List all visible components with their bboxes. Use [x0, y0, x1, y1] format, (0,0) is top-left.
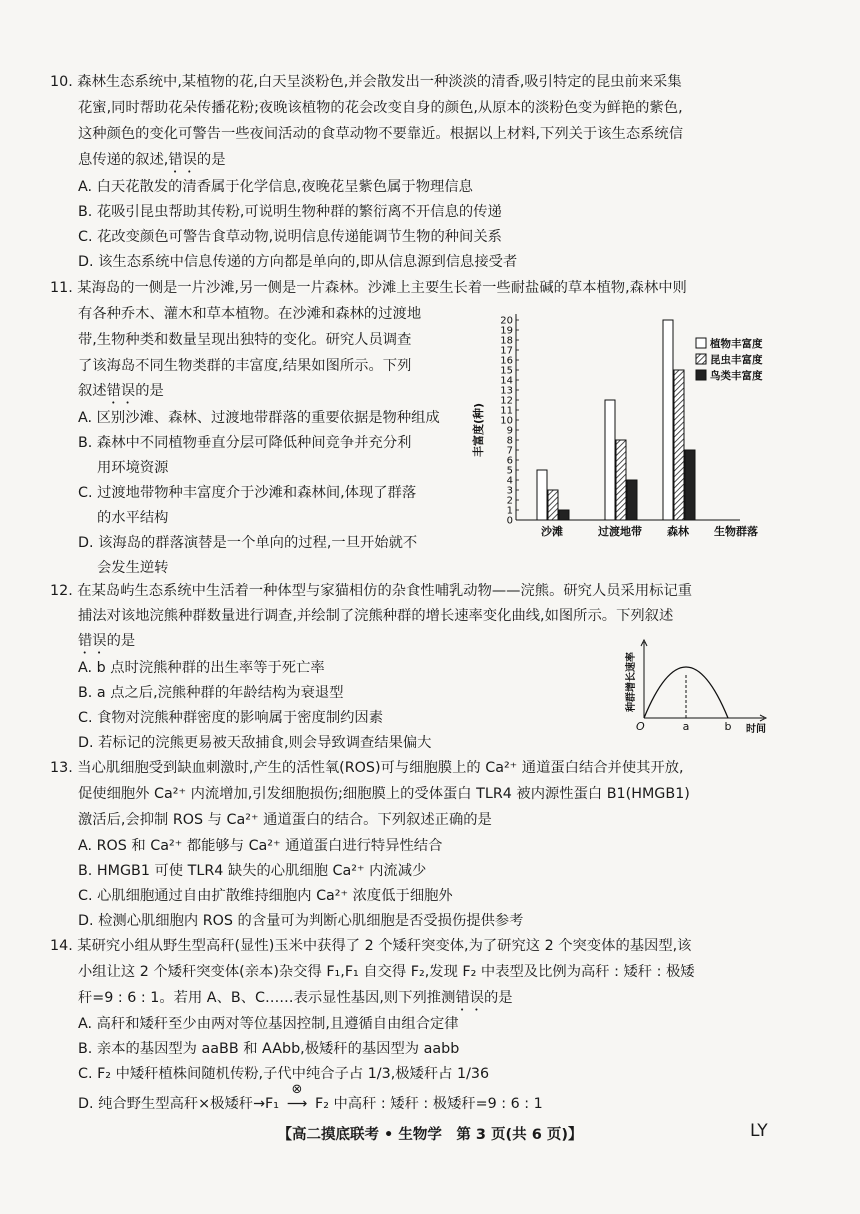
x-axis-label: 时间 [746, 724, 766, 735]
y-tick-label: 3 [506, 485, 513, 497]
bar-1 [605, 400, 615, 520]
bar-3 [627, 480, 637, 520]
q11-stem-line-1: 11. 某海岛的一侧是一片沙滩,另一侧是一片森林。沙滩上主要生长着一些耐盐碱的草本植物,森林中则 [50, 280, 687, 296]
y-axis-label: 丰富度(种) [472, 402, 485, 458]
y-tick-label: 5 [506, 465, 513, 477]
q12-stem-line-3: 错误的是 [78, 633, 136, 649]
q10-option-a: A. 白天花散发的清香属于化学信息,夜晚花呈紫色属于物理信息 [78, 179, 473, 195]
q13-stem-line-1: 13. 当心肌细胞受到缺血刺激时,产生的活性氧(ROS)可与细胞膜上的 Ca²⁺ 通道蛋白结合并使其开放, [50, 760, 684, 776]
x-tick-label: 沙滩 [541, 525, 563, 538]
bar-1 [663, 320, 673, 520]
q12-option-a: A. b 点时浣熊种群的出生率等于死亡率 [78, 660, 325, 676]
q12-stem-line-2: 捕法对该地浣熊种群数量进行调查,并绘制了浣熊种群的增长速率变化曲线,如图所示。下列叙述 [78, 608, 674, 624]
bar-3 [559, 510, 569, 520]
bar-2 [548, 490, 558, 520]
q10-option-c: C. 花改变颜色可警告食草动物,说明信息传递能调节生物的种间关系 [78, 229, 502, 245]
q13-option-a: A. ROS 和 Ca²⁺ 都能够与 Ca²⁺ 通道蛋白进行特异性结合 [78, 838, 443, 854]
bar-1 [537, 470, 547, 520]
q14-stem-line-3: 秆=9 : 6 : 1。若用 A、B、C……表示显性基因,则下列推测错误的是 [78, 990, 513, 1006]
q10-stem-line-1: 10. 森林生态系统中,某植物的花,白天呈淡粉色,并会散发出一种淡淡的清香,吸引特定的昆虫前来采集 [50, 74, 682, 90]
y-tick-label: 4 [506, 475, 513, 487]
q12-option-b: B. a 点之后,浣熊种群的年龄结构为衰退型 [78, 685, 344, 701]
q10-stem-line-2: 花蜜,同时帮助花朵传播花粉;夜晚该植物的花会改变自身的颜色,从原本的淡粉色变为鲜艳的紫色, [78, 100, 683, 116]
q14-option-b: B. 亲本的基因型为 aaBB 和 AAbb,极矮秆的基因型为 aabb [78, 1041, 460, 1057]
bar-2 [616, 440, 626, 520]
selfing-symbol: ⊗ [291, 1082, 303, 1097]
q11-option-a: A. 区别沙滩、森林、过渡地带群落的重要依据是物种组成 [78, 410, 440, 426]
y-tick-label: 0 [506, 515, 513, 527]
legend-swatch [696, 354, 706, 364]
y-tick-label: 20 [500, 315, 513, 327]
q11-option-d: D. 该海岛的群落演替是一个单向的过程,一旦开始就不 [78, 535, 418, 551]
y-tick-label: 18 [500, 335, 513, 347]
y-tick-label: 7 [506, 445, 513, 457]
y-tick-label: 14 [500, 375, 513, 387]
q13-option-c: C. 心肌细胞通过自由扩散维持细胞内 Ca²⁺ 浓度低于细胞外 [78, 888, 453, 904]
growth-rate-curve-chart [624, 638, 784, 738]
q14-stem-line-1: 14. 某研究小组从野生型高秆(显性)玉米中获得了 2 个矮秆突变体,为了研究这 2 个突变体的基因型,该 [50, 938, 692, 954]
y-tick-label: 2 [506, 495, 513, 507]
q10-stem-line-4: 息传递的叙述,错误的是 [78, 152, 226, 168]
page-footer: 【高二摸底联考 • 生物学 第 3 页(共 6 页)】 [277, 1127, 583, 1143]
q11-option-c-cont: 的水平结构 [97, 510, 169, 526]
legend-swatch [696, 338, 706, 348]
q11-option-c: C. 过渡地带物种丰富度介于沙滩和森林间,体现了群落 [78, 485, 417, 501]
y-tick-label: 12 [500, 395, 513, 407]
q11-option-b-cont: 用环境资源 [97, 460, 169, 476]
q11-option-d-cont: 会发生逆转 [97, 560, 169, 576]
q11-stem-line-5: 叙述错误的是 [78, 383, 164, 399]
y-tick-label: 13 [500, 385, 513, 397]
y-tick-label: 19 [500, 325, 513, 337]
y-tick-label: 6 [506, 455, 513, 467]
q14-stem-line-2: 小组让这 2 个矮秆突变体(亲本)杂交得 F₁,F₁ 自交得 F₂,发现 F₂ 中表型及比例为高秆 : 矮秆 : 极矮 [78, 964, 695, 980]
x-tick-label: 森林 [667, 525, 689, 538]
footer-code: LY [750, 1121, 768, 1141]
y-axis-label: 种群增长速率 [626, 652, 637, 712]
y-tick-label: 11 [500, 405, 513, 417]
q11-stem-line-4: 了该海岛不同生物类群的丰富度,结果如图所示。下列 [78, 358, 412, 374]
q14-option-a: A. 高秆和矮秆至少由两对等位基因控制,且遵循自由组合定律 [78, 1016, 459, 1032]
y-tick-label: 16 [500, 355, 513, 367]
q12-option-c: C. 食物对浣熊种群密度的影响属于密度制约因素 [78, 710, 384, 726]
q11-option-b: B. 森林中不同植物垂直分层可降低种间竞争并充分利 [78, 435, 412, 451]
y-tick-label: 8 [506, 435, 513, 447]
legend-label: 昆虫丰富度 [710, 354, 763, 366]
q13-option-b: B. HMGB1 可使 TLR4 缺失的心肌细胞 Ca²⁺ 内流减少 [78, 863, 427, 879]
x-tick-label-b: b [724, 720, 732, 733]
x-tick-label: 过渡地带 [598, 525, 642, 538]
q11-stem-line-3: 带,生物种类和数量呈现出独特的变化。研究人员调查 [78, 332, 412, 348]
q11-stem-line-2: 有各种乔木、灌木和草本植物。在沙滩和森林的过渡地 [78, 306, 422, 322]
q12-option-d: D. 若标记的浣熊更易被天敌捕食,则会导致调查结果偏大 [78, 735, 432, 751]
q13-stem-line-2: 促使细胞外 Ca²⁺ 内流增加,引发细胞损伤;细胞膜上的受体蛋白 TLR4 被内源性蛋白 B1(HMGB1) [78, 786, 690, 802]
y-tick-label: 17 [500, 345, 513, 357]
bar-2 [674, 370, 684, 520]
legend-swatch [696, 370, 706, 380]
q14-option-c: C. F₂ 中矮秆植株间随机传粉,子代中纯合子占 1/3,极矮秆占 1/36 [78, 1066, 490, 1082]
y-tick-label: 10 [500, 415, 513, 427]
arrow-icon: ⟶ [286, 1096, 308, 1112]
q10-option-d: D. 该生态系统中信息传递的方向都是单向的,即从信息源到信息接受者 [78, 254, 518, 270]
y-tick-label: 9 [506, 425, 513, 437]
q14-option-d: D. 纯合野生型高秆×极矮秆→F₁ ⊗ ⟶ F₂ 中高秆 : 矮秆 : 极矮秆=9 : 6 : 1 [78, 1082, 543, 1112]
q10-option-b: B. 花吸引昆虫帮助其传粉,可说明生物种群的繁衍离不开信息的传递 [78, 204, 502, 220]
richness-bar-chart [460, 300, 790, 545]
q12-stem-line-1: 12. 在某岛屿生态系统中生活着一种体型与家猫相仿的杂食性哺乳动物——浣熊。研究人员采用标记重 [50, 583, 693, 599]
legend-label: 植物丰富度 [710, 338, 763, 350]
origin-label: O [636, 720, 645, 733]
y-tick-label: 1 [506, 505, 513, 517]
q13-stem-line-3: 激活后,会抑制 ROS 与 Ca²⁺ 通道蛋白的结合。下列叙述正确的是 [78, 812, 492, 828]
y-tick-label: 15 [500, 365, 513, 377]
legend-label: 鸟类丰富度 [710, 370, 763, 382]
x-axis-label: 生物群落 [714, 525, 758, 538]
q13-option-d: D. 检测心肌细胞内 ROS 的含量可为判断心肌细胞是否受损伤提供参考 [78, 913, 524, 929]
bar-3 [685, 450, 695, 520]
q10-stem-line-3: 这种颜色的变化可警告一些夜间活动的食草动物不要靠近。根据以上材料,下列关于该生态系统信 [78, 126, 684, 142]
x-tick-label-a: a [682, 720, 690, 733]
